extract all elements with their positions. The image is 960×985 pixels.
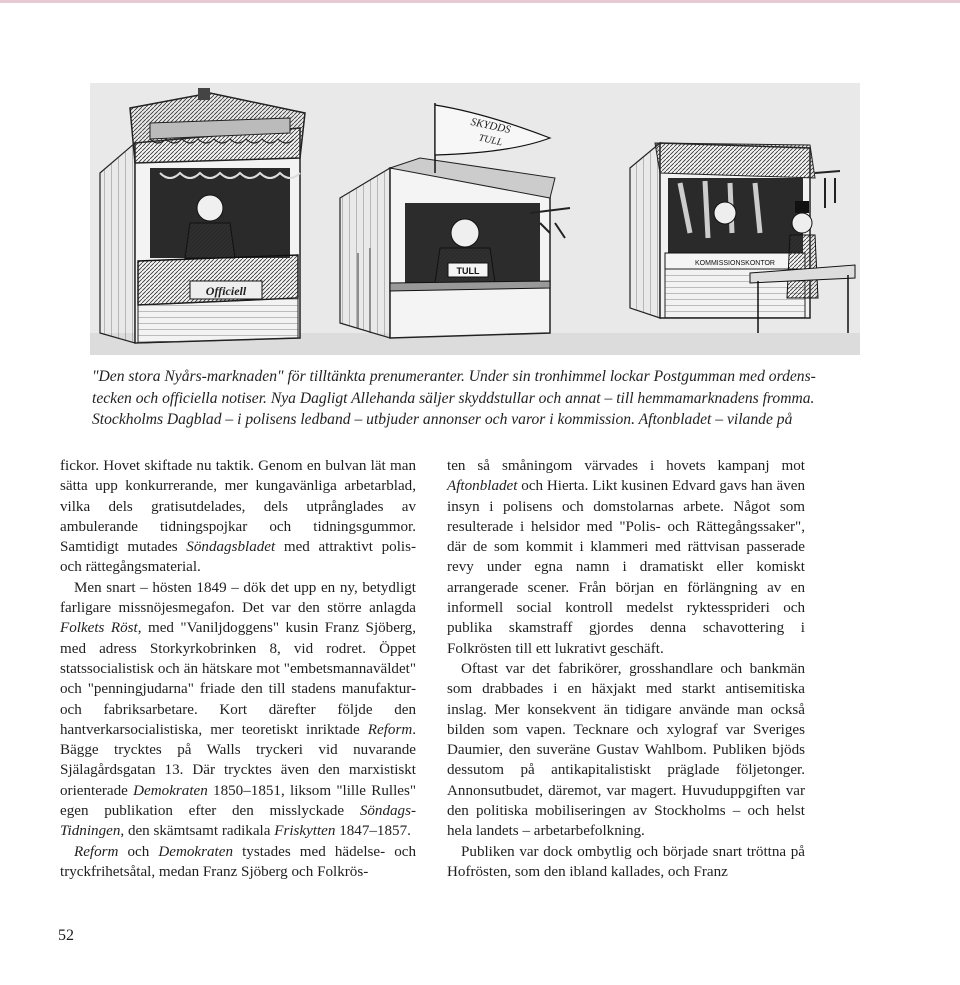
stall2-flag-line1: SKYDDS (469, 116, 512, 137)
paragraph: fickor. Hovet skiftade nu taktik. Genom en bulvan lät man sätta upp konkurrerande, mer kungavänliga arbetarblad, vilka dels gratisutdelades, dels utprånglades av ambulerande tidningspojkar och tidningsgummor. Samtidigt mutades Söndagsbladet med attraktivt polis- och rättegångsmaterial. (60, 458, 416, 576)
stall3-sign-text: KOMMISSIONSKONTOR (695, 260, 775, 267)
caption-line-1: "Den stora Nyårs-marknaden" för tilltänkta prenumeranter. Under sin tronhimmel lockar Postgumman med ordens- (92, 368, 816, 385)
stall1-banner-text: Officiell (205, 284, 247, 298)
market-stalls-engraving (90, 83, 860, 355)
paragraph: Men snart – hösten 1849 – dök det upp en ny, betydligt farligare missnöjesmegafon. Det var den större anlagda Folkets Röst, med "Vaniljdoggens" kusin Franz Sjöberg, med adress Storkyrkobrinken 8, vid rodret. Öppet statssocialistisk och än hätskare mot "embetsmannaväldet" och "penningjudarna" friade den till stadens manufaktur- och fabriksarbetare. Kort därefter följde den hantverkarsocialistiska, mer teoretiskt inriktade Reform. Bägge trycktes på Walls tryckeri vid nuvarande Själagårdsgatan 13. Där trycktes även den marxistiskt orienterade Demokraten 1850–1851, liksom "lille Rulles" egen publikation efter den misslyckade Söndags-Tidningen, den skämtsamt radikala Friskytten 1847–1857. (60, 579, 416, 840)
stall-stockholms-dagblad (630, 143, 855, 333)
body-column-left (60, 456, 416, 882)
top-edge-rule (0, 0, 960, 3)
stall2-flag-line2: TULL (477, 132, 504, 149)
paragraph: Reform och Demokraten tystades med hädelse- och tryckfrihetsåtal, medan Franz Sjöberg och Folkrös- (60, 843, 416, 880)
caption-line-3: Stockholms Dagblad – i polisens ledband – utbjuder annonser och varor i kommission. Aftonbladet – vilande på (92, 411, 793, 428)
body-column-right (447, 456, 805, 882)
paragraph: ten så småningom värvades i hovets kampanj mot Aftonbladet och Hierta. Likt kusinen Edvard gavs han även insyn i polisens och domstolarnas arbete. Något som resulterade i helsidor med "Polis- och Rättegångssaker", där de som kommit i klammeri med rättvisan passerade revy under egna namn i dramatiskt eller komiskt arrangerade scener. Från början en förlängning av en informell social kontroll medelst ryktesspriderі och publika skamstraff gjordes denna schavottering i Folkrösten till ett lukrativt geschäft. (447, 458, 805, 657)
stall-postgumman (100, 88, 305, 343)
stall-dagligt-allehanda (340, 103, 570, 338)
paragraph: Oftast var det fabrikörer, grosshandlare och bankmän som drabbades i en häxjakt med starkt antisemitiska inslag. Mer konsekvent än tidigare använde man också bilden som vapen. Tecknare och xylograf var Sveriges Daumier, den suveräne Gustav Wahlbom. Publiken bjöds dessutom på antikapitalistiskt präglade följetonger. Annonsutbudet, däremot, var magert. Huvuduppgiften var den politiska mobiliseringen av Stockholms – och helst hela landets – arbetarbefolkning. (447, 660, 805, 840)
figure-caption (92, 366, 862, 431)
caption-line-2: tecken och officiella notiser. Nya Dagligt Allehanda säljer skyddstullar och annat – till hemmamarknadens fromma. (92, 389, 815, 407)
stall2-sign-text: TULL (456, 266, 480, 276)
paragraph: Publiken var dock ombytlig och började snart tröttna på Hofrösten, som den ibland kallades, och Franz (447, 843, 805, 880)
page-number: 52 (58, 927, 74, 944)
